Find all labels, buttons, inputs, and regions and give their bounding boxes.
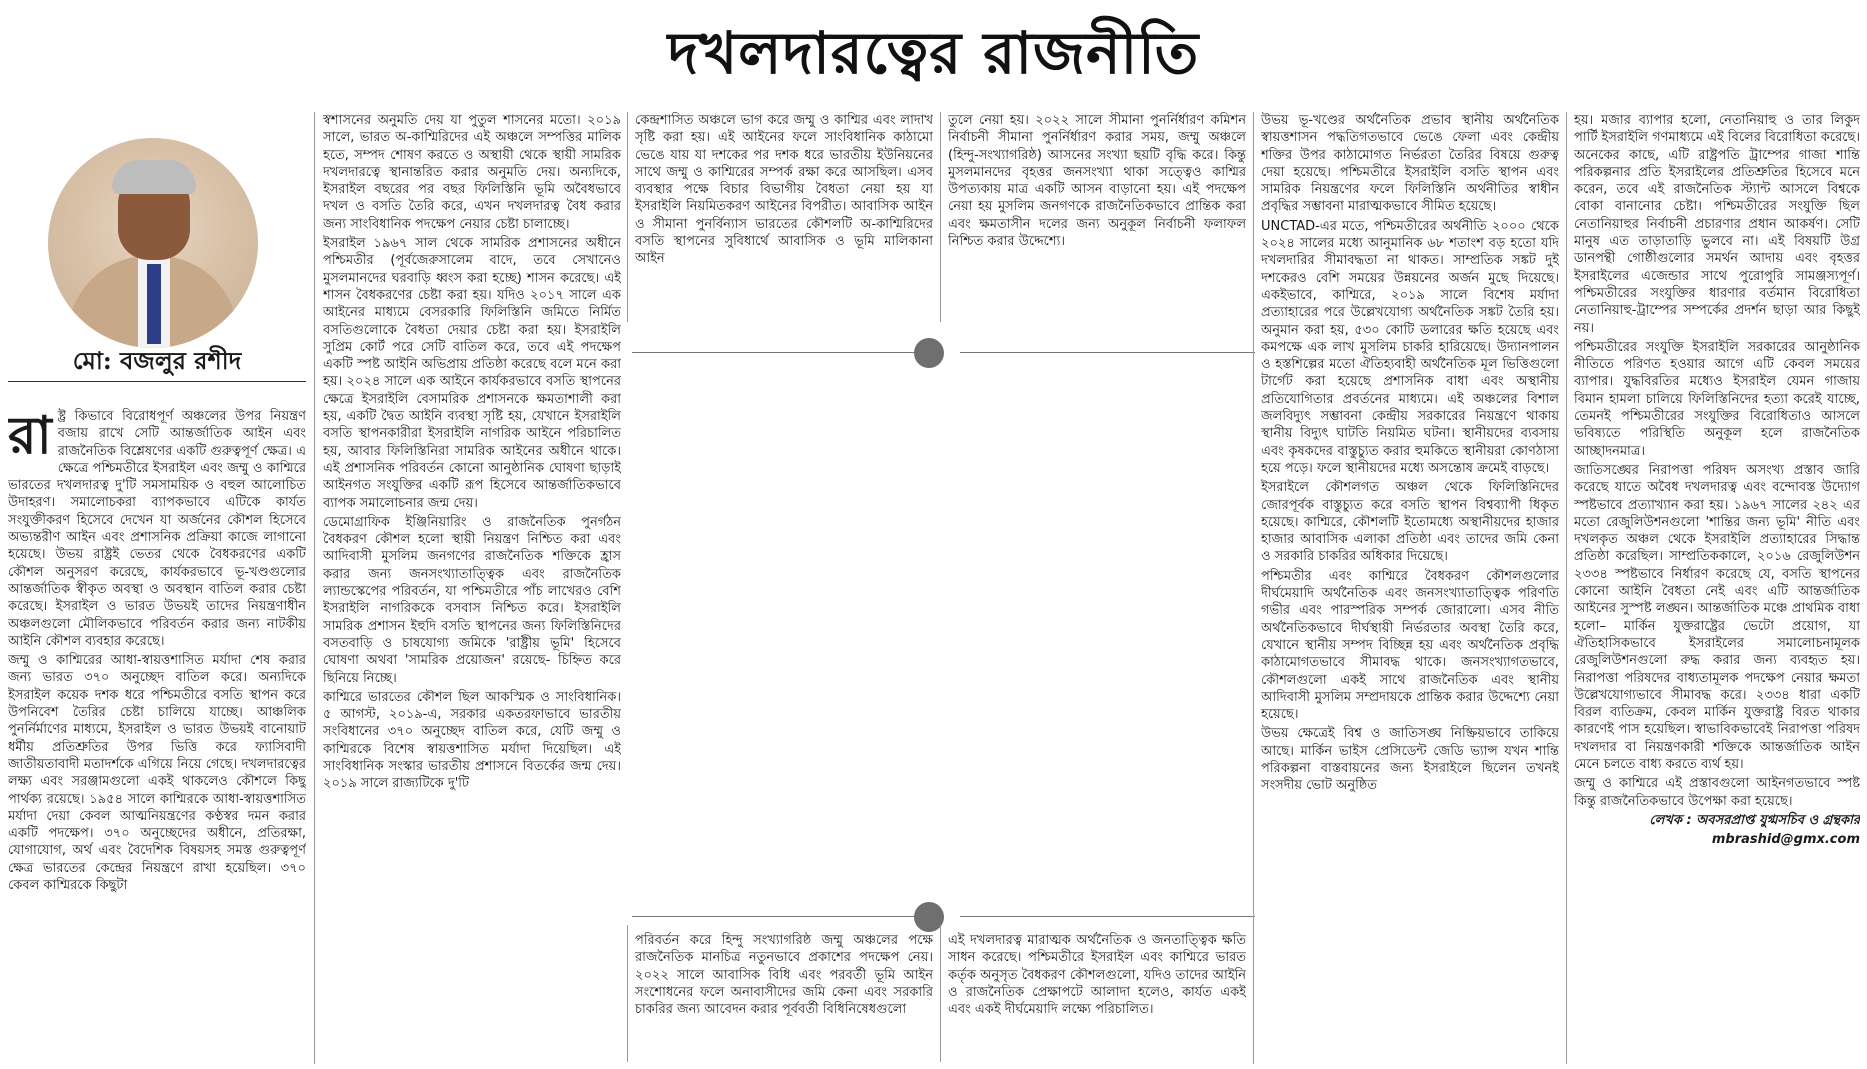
column-rule — [1253, 112, 1254, 1064]
column-5 — [1261, 112, 1559, 1062]
paragraph: পরিবর্তন করে হিন্দু সংখ্যাগরিষ্ঠ জম্মু অঞ্চলের পক্ষে রাজনৈতিক মানচিত্র নতুনভাবে প্রকাশের পদক্ষেপ নেয়। ২০২২ সালে আবাসিক বিধি এবং পরবর্তী ভূমি আইন সংশোধনের ফলে অনাবাসীদের জমি কেনা এবং সরকারি চাকরির জন্য আবেদন করার পূর্ববর্তী বিধিনিষেধগুলো — [635, 933, 933, 1018]
column-4-top — [948, 112, 1246, 320]
pullquote-bottom-rule — [960, 916, 1255, 917]
column-6 — [1574, 112, 1860, 1062]
column-1 — [8, 408, 306, 1062]
paragraph: কাশ্মিরে ভারতের কৌশল ছিল আকস্মিক ও সাংবিধানিক। ৫ আগস্ট, ২০১৯-এ, সরকার একতরফাভাবে ভারতীয় সংবিধানের ৩৭০ অনুচ্ছেদ বাতিল করে, যেটি জম্মু ও কাশ্মিরকে বিশেষ স্বায়ত্তশাসিত মর্যাদা দিয়েছিল। এই সাংবিধানিক সংস্কার ভারতীয় প্রশাসনে বিতর্কের জন্ম দেয়। ২০১৯ সালে রাজ্যটিকে দু'টি — [323, 689, 621, 792]
author-note: লেখক : অবসরপ্রাপ্ত যুগ্মসচিব ও গ্রন্থকার — [1649, 812, 1860, 828]
paragraph: উভয় ভূ-খণ্ডের অর্থনৈতিক প্রভাব স্থানীয় অর্থনৈতিক স্বায়ত্তশাসন পদ্ধতিগতভাবে ভেঙে ফেলা এবং কেন্দ্রীয় শক্তির উপর কাঠামোগত নির্ভরতা তৈরির বিষয়ে গুরুত্ব দেয়া হয়েছে। পশ্চিমতীরে ইসরাইলি বসতি স্থাপন এবং সামরিক নিয়ন্ত্রণের ফলে ফিলিস্তিনি অর্থনীতির স্বাধীন প্রবৃদ্ধির সম্ভাবনা মারাত্মকভাবে সীমিত হয়েছে। — [1261, 113, 1559, 215]
paragraph: স্বশাসনের অনুমতি দেয় যা পুতুল শাসনের মতো। ২০১৯ সালে, ভারত অ-কাশ্মিরিদের এই অঞ্চলে সম্পত্তির মালিক হতে, সম্পদ শোষণ করতে ও অস্থায়ী থেকে স্থায়ী সামরিক দখলদারত্বে স্থানান্তরিত করার অনুমতি দেয়। অন্যদিকে, ইসরাইল বছরের পর বছর ফিলিস্তিনি ভূমি অবৈধভাবে দখল ও বসতি তৈরি করে, এখন দখলদারত্ব বৈধ করার জন্য সাংবিধানিক পদক্ষেপ নেয়ার চেষ্টা চালাচ্ছে। — [323, 113, 621, 232]
column-rule — [940, 925, 941, 1062]
paragraph: ষ্ট্র কিভাবে বিরোধপূর্ণ অঞ্চলের উপর নিয়ন্ত্রণ বজায় রাখে সেটি আন্তর্জাতিক আইন এবং রাজনৈতিক বিশ্লেষণের একটি গুরুত্বপূর্ণ ক্ষেত্র। এ ক্ষেত্রে পশ্চিমতীরে ইসরাইল এবং জম্মু ও কাশ্মিরে ভারতের দখলদারত্ব দু'টি সমসাময়িক ও বহুল আলোচিত উদাহরণ। সমালোচকরা ব্যাপকভাবে এটিকে কার্যত সংযুক্তীকরণ হিসেবে দেখেন যা অর্জনের কৌশল হিসেবে অভ্যন্তরীণ আইন এবং প্রশাসনিক প্রক্রিয়া কাজে লাগানো হয়েছে। উভয় রাষ্ট্রই ভেতর থেকে বৈধকরণের একটি কৌশল অনুসরণ করেছে, কার্যকরভাবে ভূ-খণ্ডগুলোর আন্তর্জাতিক স্বীকৃত অবস্থা ও অবস্থান বাতিল করার চেষ্টা করেছে। ইসরাইল ও ভারত উভয়ই তাদের নিয়ন্ত্রণাধীন অঞ্চলগুলো মৌলিকভাবে পরিবর্তন করার জন্য নাটকীয় আইনি কৌশল ব্যবহার করেছে। — [8, 409, 306, 649]
column-3-top — [635, 112, 933, 320]
paragraph: এই দখলদারত্ব মারাত্মক অর্থনৈতিক ও জনতাত্ত্বিক ক্ষতি সাধন করেছে। পশ্চিমতীরে ইসরাইল এবং কাশ্মিরে ভারত কর্তৃক অনুসৃত বৈধকরণ কৌশলগুলো, যদিও তাদের আইনি ও রাজনৈতিক প্রেক্ষাপটে আলাদা হলেও, কার্যত একই এবং একই দীর্ঘমেয়াদি লক্ষ্যে পরিচালিত। — [948, 933, 1246, 1018]
paragraph: পশ্চিমতীর এবং কাশ্মিরে বৈধকরণ কৌশলগুলোর দীর্ঘমেয়াদি অর্থনৈতিক এবং জনসংখ্যাতাত্ত্বিক পরিণতি গভীর এবং পারস্পরিক সম্পর্ক জোরালো। এসব নীতি অর্থনৈতিকভাবে দীর্ঘস্থায়ী নির্ভরতার অবস্থা তৈরি করে, যেখানে স্থানীয় সম্পদ বিচ্ছিন্ন হয় এবং অর্থনৈতিক প্রবৃদ্ধি কাঠামোগতভাবে সীমাবদ্ধ থাকে। জনসংখ্যাগতভাবে, কৌশলগুলো একই সাথে রাজনৈতিক এবং স্থানীয় আদিবাসী মুসলিম সম্প্রদায়কে প্রান্তিক করার উদ্দেশ্যে নেয়া হয়েছে। — [1261, 568, 1559, 723]
paragraph: উভয় ক্ষেত্রেই বিশ্ব ও জাতিসঙ্ঘ নিষ্ক্রিয়ভাবে তাকিয়ে আছে। মার্কিন ভাইস প্রেসিডেন্ট জেডি ভ্যান্স যখন শান্তি পরিকল্পনা বাস্তবায়নের জন্য ইসরাইলে ছিলেন তখনই সংসদীয় ভোট অনুষ্ঠিত — [1261, 726, 1559, 794]
column-rule — [627, 925, 628, 1062]
author-email: mbrashid@gmx.com — [1711, 832, 1860, 848]
paragraph: পশ্চিমতীরের সংযুক্তি ইসরাইলি সরকারের আনুষ্ঠানিক নীতিতে পরিণত হওয়ার আগে এটি কেবল সময়ের ব্যাপার। যুদ্ধবিরতির মধ্যেও ইসরাইল যেমন গাজায় বিমান হামলা চালিয়ে ফিলিস্তিনিদের হত্যা করেই যাচ্ছে, তেমনই পশ্চিমতীরের সংযুক্তির বিরোধিতাও আসলে ভবিষ্যতে পরিস্থিতি অনুকূল হলে রাজনৈতিক আচ্ছাদনমাত্র। — [1574, 339, 1860, 459]
column-3-bottom — [635, 932, 933, 1062]
column-2 — [323, 112, 621, 1062]
paragraph: কেন্দ্রশাসিত অঞ্চলে ভাগ করে জম্মু ও কাশ্মির এবং লাদাখ সৃষ্টি করা হয়। এই আইনের ফলে সাংবিধানিক কাঠামো ভেঙে যায় যা দশকের পর দশক ধরে ভারতীয় ইউনিয়নের সাথে জম্মু ও কাশ্মিরের সম্পর্ক রক্ষা করে আসছিল। এসব ব্যবস্থার পক্ষে বিচার বিভাগীয় বৈধতা নেয়া হয় যা ইসরাইলি নিয়মিতকরণ আইনের বিপরীত। আবাসিক আইন ও সীমানা পুনর্বিন্যাস ভারতের কৌশলটি অ-কাশ্মিরিদের বসতি স্থাপনের সুবিধার্থে আবাসিক ও ভূমি মালিকানা আইন — [635, 113, 933, 267]
headline: দখলদারত্বের রাজনীতি — [667, 19, 1200, 87]
column-rule — [627, 112, 628, 322]
byline-rule — [8, 381, 306, 382]
paragraph: ইসরাইল ১৯৬৭ সাল থেকে সামরিক প্রশাসনের অধীনে পশ্চিমতীর (পূর্বজেরুসালেম বাদে, তবে সেখানেও মুসলমানদের ঘরবাড়ি ধ্বংস করা হচ্ছে) শাসন করেছে। এই শাসন বৈধকরণের চেষ্টা করা হয়। যদিও ২০১৭ সালে এক আইনের মাধ্যমে বেসরকারি ফিলিস্তিনি জমিতে নির্মিত বসতিগুলোকে বৈধতা দেয়ার চেষ্টা করা হয়। ইসরাইলি সুপ্রিম কোর্ট পরে সেটি বাতিল করে, তবে এই পদক্ষেপ একটি স্পষ্ট আইনি অভিপ্রায় প্রতিষ্ঠা করেছে বলে মনে করা হয়। ২০২৪ সালে এক আইনে কার্যকরভাবে বসতি স্থাপনের ক্ষেত্রে ইসরাইলি বেসামরিক প্রশাসনকে ক্ষমতাশালী করা হয়, একটি দ্বৈত আইনি ব্যবস্থা সৃষ্টি হয়, যেখানে ইসরাইলি বসতি স্থাপনকারীরা ইসরাইলি নাগরিক আইনে পরিচালিত হয়, আবার ফিলিস্তিনিরা সামরিক আইনের অধীনে থাকে। এই প্রশাসনিক পরিবর্তন কোনো আনুষ্ঠানিক ঘোষণা ছাড়াই আইনগত সংযুক্তির একটি রূপ হিসেবে আন্তর্জাতিকভাবে ব্যাপক সমালোচনার জন্ম দেয়। — [323, 236, 621, 511]
author-photo — [48, 138, 258, 348]
pullquote-top-rule — [960, 352, 1255, 353]
paragraph: জম্মু ও কাশ্মিরের আধা-স্বায়ত্তশাসিত মর্যাদা শেষ করার জন্য ভারত ৩৭০ অনুচ্ছেদ বাতিল করে। অন্যদিকে ইসরাইল কয়েক দশক ধরে পশ্চিমতীরে বসতি স্থাপন করে উপনিবেশ তৈরির চেষ্টা চালিয়ে যাচ্ছে। আঞ্চলিক পুনর্নির্মাণের মাধ্যমে, ইসরাইল ও ভারত উভয়ই বানোয়াট ধর্মীয় প্রতিশ্রুতির উপর ভিত্তি করে ফ্যাসিবাদী জাতীয়তাবাদী মতাদর্শকে এগিয়ে নিয়ে গেছে। দখলদারত্বের লক্ষ্য এবং সরঞ্জামগুলো একই থাকলেও কৌশলে কিছু পার্থক্য রয়েছে। ১৯৫৪ সালে কাশ্মিরকে আধা-স্বায়ত্তশাসিত মর্যাদা দেয়া কেবল আত্মনিয়ন্ত্রণের কণ্ঠস্বর দমন করার একটি পদক্ষেপ। ৩৭০ অনুচ্ছেদের অধীনে, প্রতিরক্ষা, যোগাযোগ, অর্থ এবং বৈদেশিক বিষয়সহ সমস্ত গুরুত্বপূর্ণ ক্ষেত্র ভারতের কেন্দ্রের নিয়ন্ত্রণে রাখা হয়েছিল। ৩৭০ কেবল কাশ্মিরকে কিছুটা — [8, 653, 306, 894]
column-4-bottom — [948, 932, 1246, 1062]
column-rule — [940, 112, 941, 322]
paragraph: ডেমোগ্রাফিক ইঞ্জিনিয়ারিং ও রাজনৈতিক পুনর্গঠন বৈধকরণ কৌশল হলো স্থায়ী নিয়ন্ত্রণ নিশ্চিত করা এবং আদিবাসী মুসলিম জনগণের রাজনৈতিক শক্তিকে হ্রাস করার জন্য জনসংখ্যাতাত্ত্বিক এবং রাজনৈতিক ল্যান্ডস্কেপের পরিবর্তন, যা পশ্চিমতীরে পাঁচ লাখেরও বেশি ইসরাইলি নাগরিককে বসবাস নিশ্চিত করে। ইসরাইলি সামরিক প্রশাসন ইহুদি বসতি স্থাপনের জন্য ফিলিস্তিনিদের বসতবাড়ি ও চাষযোগ্য জমিকে 'রাষ্ট্রীয় ভূমি' হিসেবে ঘোষণা অথবা 'সামরিক প্রয়োজন' রয়েছে- চিহ্নিত করে ছিনিয়ে নিচ্ছে। — [323, 514, 621, 686]
pullquote — [637, 374, 1252, 894]
pullquote-bottom-rule — [632, 916, 927, 917]
paragraph: জাতিসঙ্ঘের নিরাপত্তা পরিষদ অসংখ্য প্রস্তাব জারি করেছে যাতে অবৈধ দখলদারত্ব এবং বন্দোবস্ত উদ্যোগ স্পষ্টভাবে প্রত্যাখ্যান করা হয়। ১৯৬৭ সালের ২৪২ এর মতো রেজুলিউশনগুলো 'শান্তির জন্য ভূমি' নীতি এবং দখলকৃত অঞ্চল থেকে ইসরাইলি প্রত্যাহারের সিদ্ধান্ত প্রতিষ্ঠা করেছিল। সাম্প্রতিককালে, ২০১৬ রেজুলিউশন ২৩৩৪ স্পষ্টভাবে নির্ধারণ করেছে যে, বসতি স্থাপনের কোনো আইনি বৈধতা নেই এবং এটি আন্তর্জাতিক আইনের সুস্পষ্ট লঙ্ঘন। আন্তর্জাতিক মঞ্চে প্রাথমিক বাধা হলো– মার্কিন যুক্তরাষ্ট্রের ভেটো প্রয়োগ, যা ঐতিহাসিকভাবে ইসরাইলের সমালোচনামূলক রেজুলিউশনগুলো রুদ্ধ করার জন্য ব্যবহৃত হয়। নিরাপত্তা পরিষদের বাধ্যতামূলক পদক্ষেপ নেয়ার ক্ষমতা উল্লেখযোগ্যভাবে সীমাবদ্ধ করে। ২৩৩৪ ধারা একটি বিরল ব্যতিক্রম, কেবল মার্কিন যুক্তরাষ্ট্র বিরত থাকার কারণেই পাস হয়েছিল। স্বাভাবিকভাবেই নিরাপত্তা পরিষদ দখলদার বা নিয়ন্ত্রণকারী শক্তিকে আন্তর্জাতিক আইন মেনে চলতে বাধ্য করতে ব্যর্থ হয়। — [1574, 462, 1860, 772]
column-rule — [314, 112, 315, 1064]
paragraph: ইসরাইলে কৌশলগত অঞ্চল থেকে ফিলিস্তিনিদের জোরপূর্বক বাস্তুচ্যুত করে বসতি স্থাপন বিশ্বব্যাপী ধিকৃত হয়েছে। কাশ্মিরে, কৌশলটি ইতোমধ্যে অস্থানীয়দের হাজার হাজার আবাসিক এলাকা প্রতিষ্ঠা এবং তাদের জমি কেনা ও সরকারি চাকরির অধিকার দিয়েছে। — [1261, 480, 1559, 565]
author-byline: মো: বজলুর রশীদ — [72, 346, 242, 375]
paragraph: তুলে নেয়া হয়। ২০২২ সালে সীমানা পুনর্নির্ধারণ কমিশন নির্বাচনী সীমানা পুনর্নির্ধারণ করার সময়, জম্মু অঞ্চলে (হিন্দু-সংখ্যাগরিষ্ঠ) আসনের সংখ্যা ছয়টি বৃদ্ধি করে। কিন্তু মুসলমানদের বৃহত্তর জনসংখ্যা থাকা সত্ত্বেও কাশ্মির উপত্যকায় মাত্র একটি আসন বাড়ানো হয়। এই পদক্ষেপ নেয়া হয় মুসলিম জনগণকে রাজনৈতিকভাবে প্রান্তিক করা এবং ক্ষমতাসীন দলের জন্য অনুকূল নির্বাচনী ফলাফল নিশ্চিত করার উদ্দেশ্যে। — [948, 113, 1246, 250]
pullquote-top-dot — [914, 338, 944, 368]
paragraph: UNCTAD-এর মতে, পশ্চিমতীরের অর্থনীতি ২০০০ থেকে ২০২৪ সালের মধ্যে আনুমানিক ৬৮ শতাংশ বড় হতো যদি দখলদারির সীমাবদ্ধতা না থাকত। সাম্প্রতিক সঙ্কট দুই দশকেরও বেশি সময়ের উন্নয়নের অর্জন মুছে দিয়েছে। একইভাবে, কাশ্মিরে, ২০১৯ সালে বিশেষ মর্যাদা প্রত্যাহারের পরে উল্লেখযোগ্য অর্থনৈতিক সঙ্কট তৈরি হয়। অনুমান করা হয়, ৫৩০ কোটি ডলারের ক্ষতি হয়েছে এবং কমপক্ষে এক লাখ মুসলিম চাকরি হারিয়েছে। উদ্যানপালন ও হস্তশিল্পের মতো ঐতিহ্যবাহী অর্থনৈতিক মূল ভিত্তিগুলো টার্গেট করা হয়েছে প্রশাসনিক বাধা এবং অস্থানীয় প্রতিযোগিতার প্রবর্তনের মাধ্যমে। এই অঞ্চলের বিশাল জলবিদ্যুৎ সম্ভাবনা কেন্দ্রীয় সরকারের নিয়ন্ত্রণে থাকায় স্থানীয় বিদ্যুৎ ঘাটতি নিয়মিত ঘটনা। স্থানীয়দের ব্যবসায় এবং কৃষকদের বাস্তুচ্যুত করার হুমকিতে স্থানীয়রা কোণঠাসা হয়ে পড়ে। ফলে স্থানীয়দের মধ্যে অসন্তোষ ক্রমেই বাড়ছে। — [1261, 218, 1559, 476]
pullquote-top-rule — [632, 352, 927, 353]
paragraph: হয়। মজার ব্যাপার হলো, নেতানিয়াহু ও তার লিকুদ পার্টি ইসরাইলি গণমাধ্যমে এই বিলের বিরোধিতা করেছে। অনেকের কাছে, এটি রাষ্ট্রপতি ট্রাম্পের গাজা শান্তি পরিকল্পনার প্রতি ইসরাইলের প্রতিশ্রুতির হিসেবে মনে করেন, তবে এই রাজনৈতিক স্ট্যান্ট আসলে বিশ্বকে বোকা বানানোর চেষ্টা। পশ্চিমতীরের সংযুক্তি ছিল নেতানিয়াহুর নির্বাচনী প্রচারণার প্রধান আকর্ষণ। সেটি মানুষ এত তাড়াতাড়ি ভুলবে না। এই বিষয়টি উগ্র ডানপন্থী গোষ্ঠীগুলোর সমর্থন আদায় এবং বৃহত্তর ইসরাইলের এজেন্ডার সাথে পুরোপুরি সামঞ্জস্যপূর্ণ। পশ্চিমতীরের সংযুক্তির ধারণার বর্তমান বিরোধিতা নেতানিয়াহু-ট্রাম্পের সম্পর্কের প্রদর্শন ছাড়া আর কিছুই নয়। — [1574, 113, 1860, 336]
drop-cap: রা — [8, 408, 52, 466]
column-rule — [1566, 112, 1567, 1064]
paragraph: জম্মু ও কাশ্মিরে এই প্রস্তাবগুলো আইনগতভাবে স্পষ্ট কিন্তু রাজনৈতিকভাবে উপেক্ষা করা হয়েছে। — [1574, 776, 1860, 809]
